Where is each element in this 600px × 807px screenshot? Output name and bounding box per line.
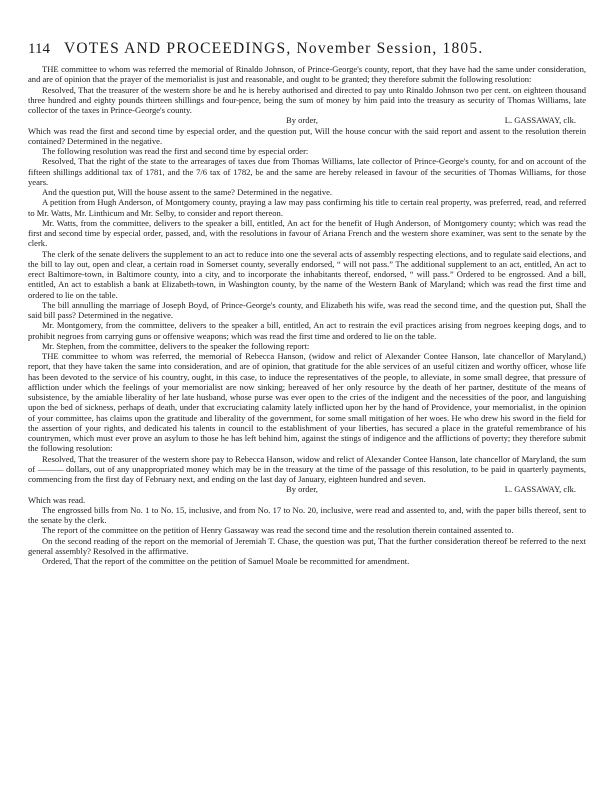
paragraph: The report of the committee on the petition of Henry Gassaway was read the second time and the resolution therein contained assented to. — [42, 525, 514, 536]
paragraph: Resolved, That the treasurer of the western shore be and he is hereby authorised and directed to pay unto Rinaldo Johnson two per cent. on eighteen thousand three hundred and eighty pounds thirteen shillings and four-pence, being the sum of money by him paid into the treasury as security of Thomas Williams, late collector of the taxes in Prince-George's county. — [28, 84, 586, 115]
clerk-name: L. GASSAWAY, clk. — [504, 484, 576, 495]
paragraph: THE committee to whom was referred, the memorial of Rebecca Hanson, (widow and relict of Alexander Contee Hanson, late chancellor of Maryland,) report, that they have taken the same into consideration, and are of opinion, that gratitude for the able services of an useful citizen and worthy officer, whose life has been devoted to the service of his country, ought, in this case, to induce the representatives of the people, to alleviate, in some small degree, that pressure of affliction under which the feelings of your memorialist are now sinking; bereaved of her only resource by the death of her partner, destitute of the means of subsistence, by the amiable liberality of her late husband, whose purse was ever open to the cries of the indigent and the necessities of the poor, and languishing upon the bed of sickness, perhaps of death, under that excruciating calamity lately inflicted upon her by the hand of Providence, your memorialist, in the opinion of your committee, has claims upon the gratitude and liberality of the government, for some small mitigation of her woes. He who drew his sword in the field for the assertion of your rights, and dedicated his talents in council to the establishment of your liberties, has secured a place in the grateful remembrance of his countrymen, which must ever prove an asylum to those he has left behind him, against the stings of indigence and the afflictions of poverty; they therefore submit the following resolution: — [28, 351, 586, 454]
paragraph: Mr. Stephen, from the committee, delivers to the speaker the following report: — [42, 340, 310, 351]
signature-line — [28, 484, 586, 494]
paragraph: And the question put, Will the house assent to the same? Determined in the negative. — [42, 187, 333, 197]
paragraph: Resolved, That the treasurer of the western shore pay to Rebecca Hanson, widow and relict of Alexander Contee Hanson, late chancellor of Maryland, the sum of ——— dollars, out of any unappropriated money which may be in the treasury at the time of the passage of this resolution, to be paid in quarterly payments, commencing from the first day of February next, and ending on the last day of January, eighteen hundred and seven. — [28, 453, 586, 484]
paragraph: Resolved, That the right of the state to the arrearages of taxes due from Thomas Williams, late collector of Prince-George's county, for and on account of the fifteen shillings additional tax of 1781, and the 7/6 tax of 1782, be and the same are hereby released in favour of the securities of Thomas Williams, for those years. — [28, 156, 586, 187]
paragraph: On the second reading of the report on the memorial of Jeremiah T. Chase, the question was put, That the further consideration thereof be referred to the next general assembly? Resolved in the affirmative. — [28, 535, 586, 556]
paragraph: A petition from Hugh Anderson, of Montgomery county, praying a law may pass confirming his title to certain real property, was preferred, read, and referred to Mr. Watts, Mr. Linthicum and Mr. Selby, to consider and report thereon. — [28, 197, 586, 218]
by-order: By order, — [286, 484, 318, 495]
paragraph: The following resolution was read the first and second time by especial order: — [42, 146, 309, 156]
page-header — [28, 40, 586, 58]
signature-line — [28, 115, 586, 125]
paragraph: Mr. Watts, from the committee, delivers to the speaker a bill, entitled, An act for the benefit of Hugh Anderson, of Montgomery county; which was read the first and second time by especial order, passed, and, with the resolutions in favour of Ariana French and the western shore examiner, was sent to the senate by the clerk. — [28, 217, 586, 249]
paragraph: Which was read the first and second time by especial order, and the question put, Will the house concur with the said report and assent to the resolution therein contained? Determined in the negative. — [28, 125, 586, 146]
clerk-name: L. GASSAWAY, clk. — [504, 115, 576, 126]
running-title: VOTES AND PROCEEDINGS, November Session, 1805. — [63, 40, 484, 57]
paragraph: Mr. Montgomery, from the committee, delivers to the speaker a bill, entitled, An act to restrain the evil practices arising from negroes keeping dogs, and to prohibit negroes from carrying guns or offensive weapons; which was read the first time and ordered to lie on the table. — [28, 320, 586, 341]
document-body — [28, 64, 586, 566]
page-number: 114 — [28, 41, 50, 57]
paragraph: THE committee to whom was referred the memorial of Rinaldo Johnson, of Prince-George's county, report, that they have had the same under consideration, and are of opinion that the prayer of the memorialist is just and reasonable, and ought to be granted; they therefore submit the following resolution: — [28, 64, 586, 85]
paragraph: The bill annulling the marriage of Joseph Boyd, of Prince-George's county, and Elizabeth his wife, was read the second time, and the question put, Shall the said bill pass? Determined in the negative. — [28, 299, 586, 320]
paragraph: Which was read. — [28, 494, 86, 505]
paragraph: The engrossed bills from No. 1 to No. 15, inclusive, and from No. 17 to No. 20, inclusive, were read and assented to, and, with the paper bills thereof, sent to the senate by the clerk. — [28, 504, 586, 525]
by-order: By order, — [286, 115, 318, 126]
paragraph: Ordered, That the report of the committee on the petition of Samuel Moale be recommitted for amendment. — [42, 556, 410, 566]
paragraph: The clerk of the senate delivers the supplement to an act to reduce into one the several acts of assembly respecting elections, and to regulate said elections, and the bill to lay out, open and clear, a certain road in Somerset county, severally endorsed, “ will not pass.” The additional supplement to an act, entitled, An act to erect Baltimore-town, in Baltimore county, into a city, and to incorporate the inhabitants thereof, endorsed, “ will pass.” Ordered to be engrossed. And a bill, entitled, An act to establish a bank at Elizabeth-town, in Washington county, by the name of the Western Bank of Maryland; which was read the first time and ordered to lie on the table. — [28, 248, 586, 300]
